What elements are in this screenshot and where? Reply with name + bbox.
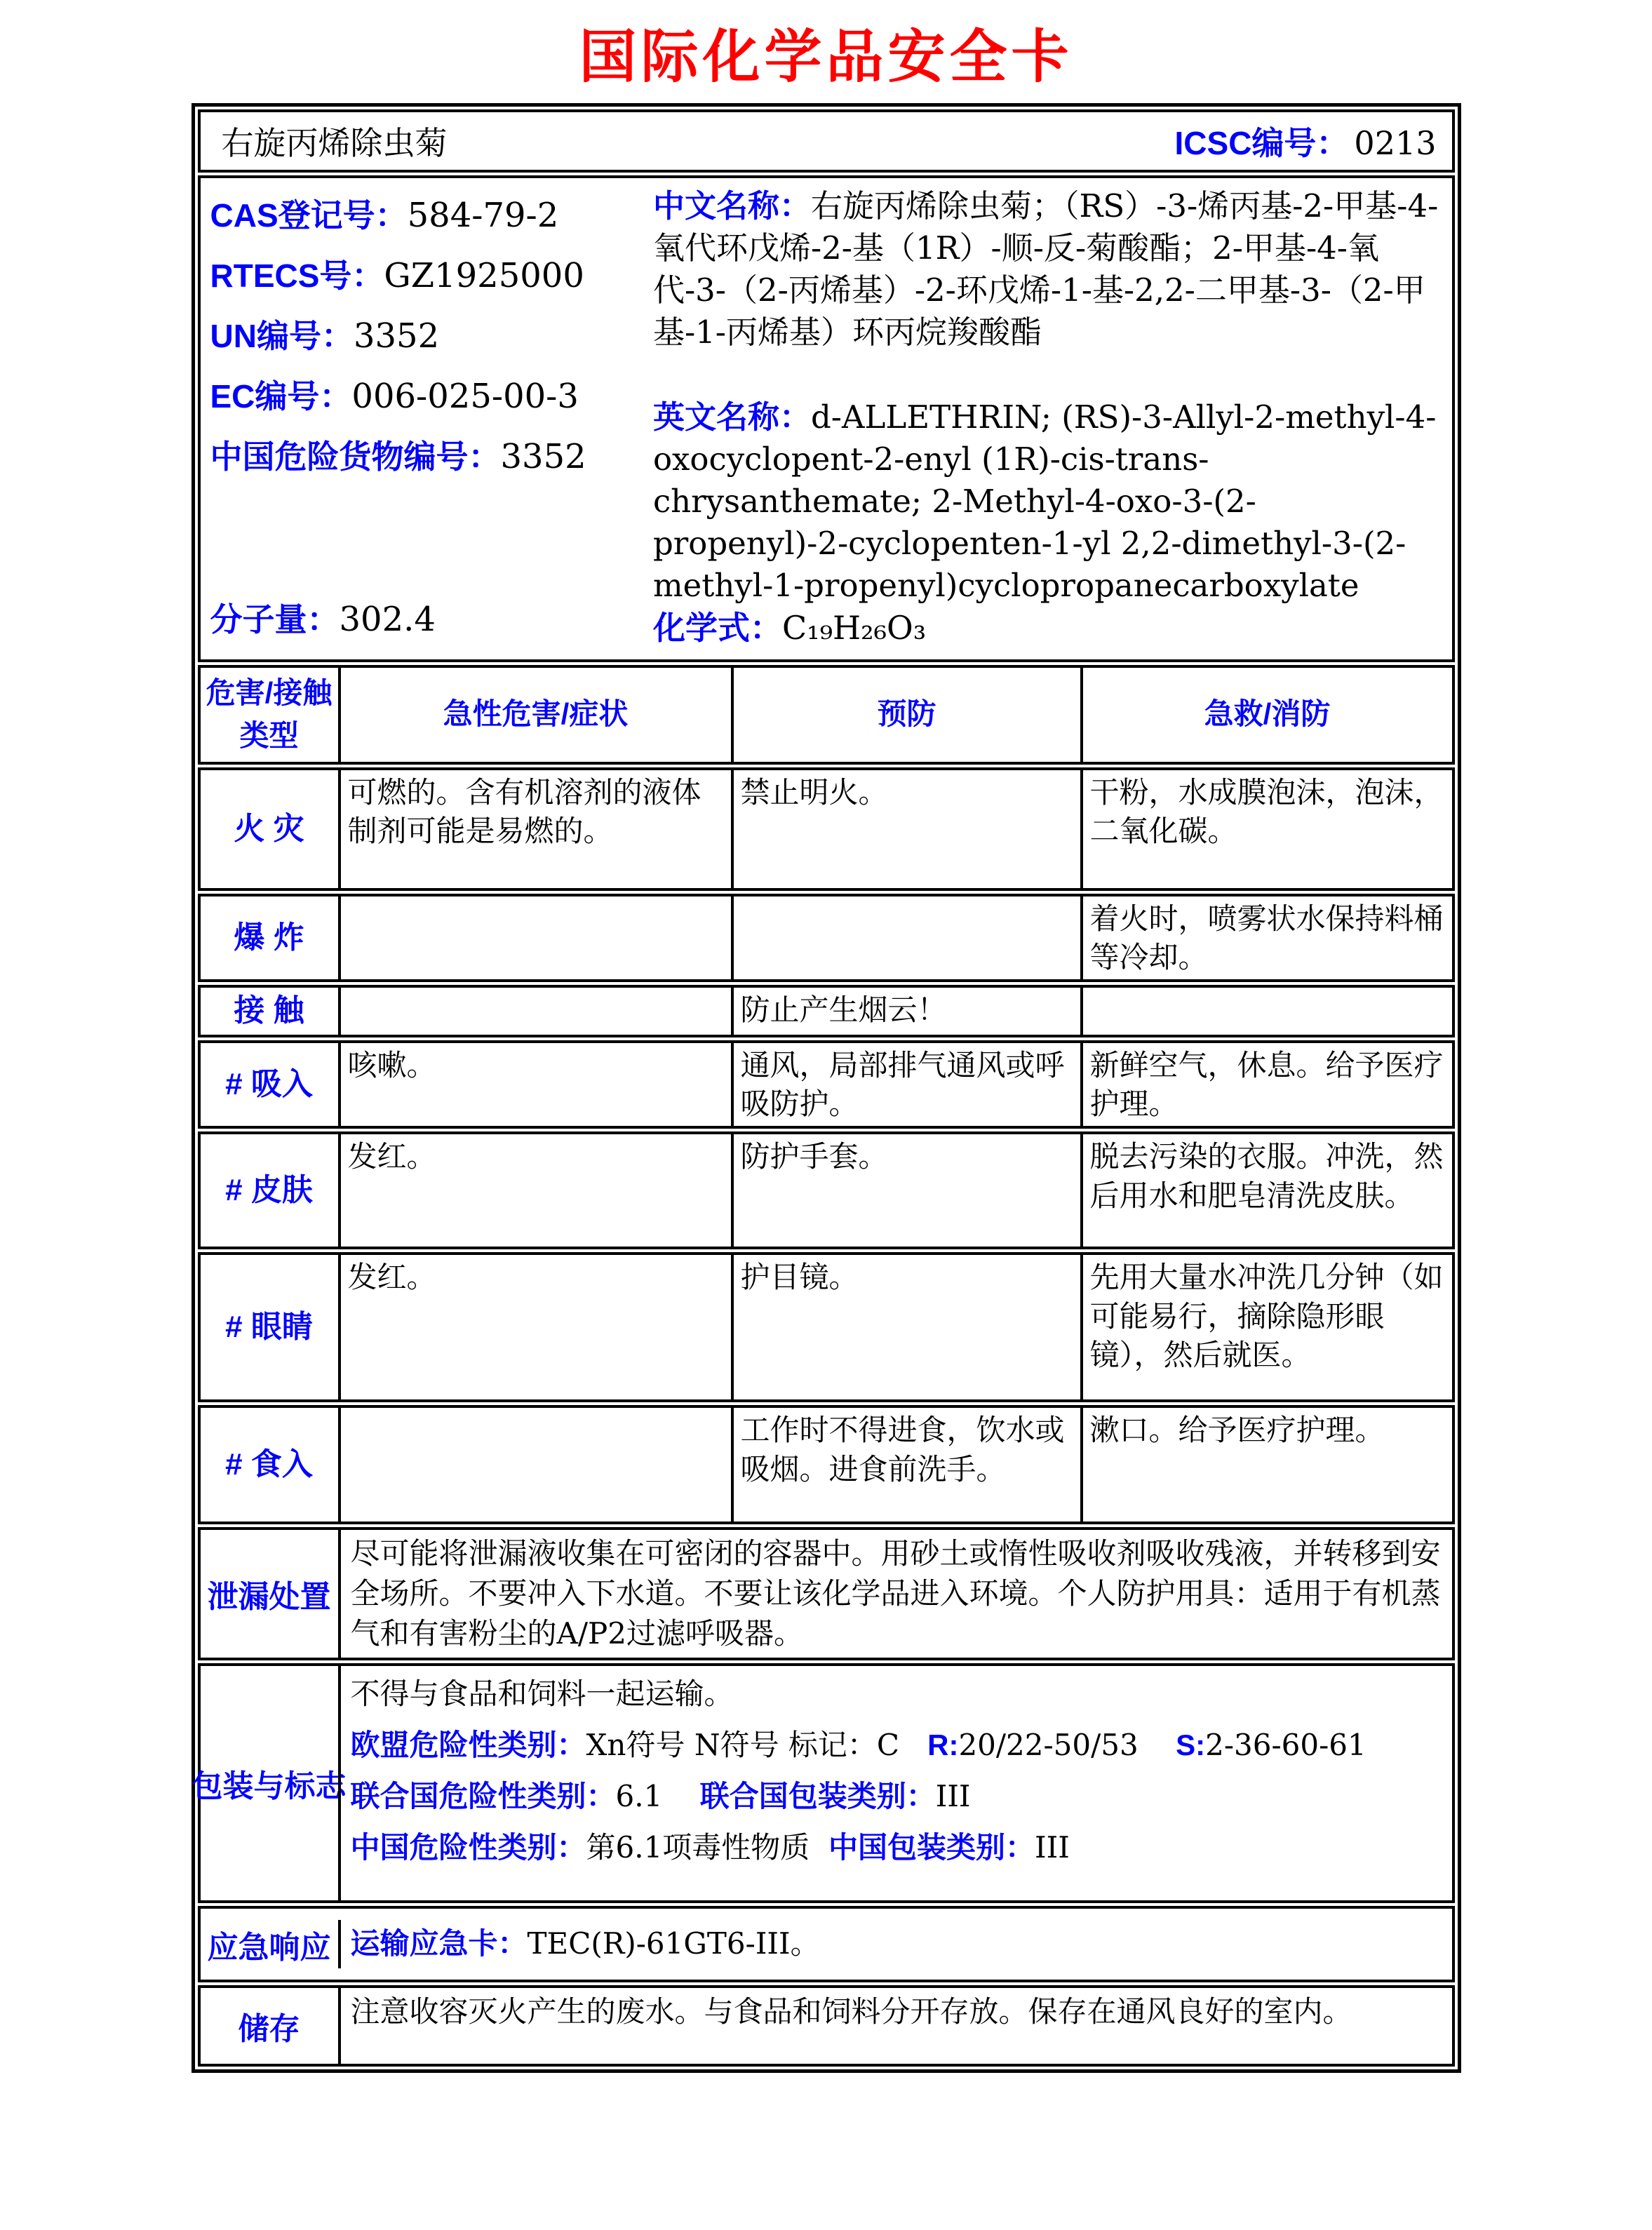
molecular-weight-value: 302.4 [339, 599, 436, 639]
cas-number-value: 584-79-2 [407, 196, 559, 235]
table-row-eyes [198, 1252, 1455, 1402]
chinese-name-value: 右旋丙烯除虫菊；（RS）-3-烯丙基-2-甲基-4-氧代环戊烯-2-基（1R）-顺-反-菊酸酯；2-甲基-4-氧代-3-（2-丙烯基）-2-环戊烯-1-基-2,2-二甲基-3-（2-甲基-1-丙烯基）环丙烷羧酸酯 [652, 187, 1439, 351]
chinese-name-label: 中文名称： [652, 188, 811, 224]
formula-label: 化学式： [652, 609, 782, 646]
icsc-number-label: ICSC编号： [1174, 125, 1349, 161]
cas-number-line [210, 185, 653, 246]
inhalation-response: 新鲜空气，休息。给予医疗护理。 [1080, 1043, 1452, 1127]
rtecs-number-value: GZ1925000 [384, 256, 584, 295]
skin-response: 脱去污染的衣服。冲洗，然后用水和肥皂清洗皮肤。 [1080, 1134, 1452, 1247]
molecular-weight-line [210, 589, 653, 650]
table-row-fire [198, 767, 1455, 891]
fire-prevention: 禁止明火。 [731, 770, 1080, 888]
storage-label: 储存 [238, 2012, 300, 2047]
eyes-prevention: 护目镜。 [731, 1255, 1080, 1399]
emergency-response-content: 运输应急卡：TEC(R)-61GT6-III。 [338, 1920, 1452, 1968]
formula-line [653, 607, 1441, 650]
skin-symptoms: 发红。 [338, 1134, 731, 1247]
row-label-ingestion: # 食入 [225, 1447, 313, 1482]
row-label-fire: 火 灾 [234, 811, 304, 846]
cas-number-label: CAS登记号： [210, 197, 408, 234]
ec-number-value: 006-025-00-3 [351, 377, 579, 416]
eyes-symptoms: 发红。 [338, 1255, 731, 1399]
packaging-transport-note: 不得与食品和饲料一起运输。 [350, 1677, 734, 1712]
table-row-contact [198, 985, 1455, 1037]
identity-names-column [653, 185, 1441, 650]
contact-symptoms [338, 988, 731, 1034]
inhalation-symptoms: 咳嗽。 [338, 1043, 731, 1127]
card-header-row [198, 109, 1455, 173]
contact-response [1080, 988, 1452, 1034]
emergency-response-label: 应急响应 [207, 1930, 331, 1965]
un-number-line [210, 306, 653, 366]
storage-row [198, 1985, 1455, 2067]
table-row-ingestion [198, 1405, 1455, 1524]
row-label-eyes: # 眼睛 [225, 1310, 313, 1345]
ec-number-line [210, 366, 653, 426]
packaging-row [192, 1663, 1455, 1903]
spill-disposal-row [198, 1527, 1455, 1660]
packaging-china-classification: 中国危险性类别：第6.1项毒性物质 中国包装类别：III [350, 1829, 1070, 1865]
icsc-card [192, 103, 1461, 2073]
rtecs-number-line [210, 246, 653, 306]
row-label-skin: # 皮肤 [225, 1173, 313, 1208]
table-row-inhalation [198, 1040, 1455, 1129]
packaging-eu-classification: 欧盟危险性类别：Xn符号 N符号 标记：C R:20/22-50/53 S:2-36-60-61 [350, 1728, 1366, 1763]
molecular-weight-label: 分子量： [210, 600, 340, 638]
explosion-prevention [731, 896, 1080, 980]
inhalation-prevention: 通风，局部排气通风或呼吸防护。 [731, 1043, 1080, 1127]
china-dg-number-line [210, 426, 653, 487]
page-title: 国际化学品安全卡 [579, 23, 1073, 90]
table-row-skin [198, 1131, 1455, 1249]
chemical-name: 右旋丙烯除虫菊 [221, 124, 448, 162]
ingestion-prevention: 工作时不得进食，饮水或吸烟。进食前洗手。 [731, 1408, 1080, 1522]
eyes-response: 先用大量水冲洗几分钟（如可能易行，摘除隐形眼镜），然后就医。 [1080, 1255, 1452, 1399]
chinese-name-block [653, 185, 1441, 353]
icsc-number [1175, 118, 1437, 164]
english-name-value: d-ALLETHRIN; (RS)-3-Allyl-2-methyl-4-oxocyclopent-2-enyl (1R)-cis-trans-chrysanthemate; 2-Methyl-4-oxo-3-(2-propenyl)-2-cyclopenten-1-yl 2,2-dimethyl-3-(2-methyl-1-propenyl)cyclopropanecarboxylate [652, 398, 1437, 604]
emergency-response-row [198, 1906, 1455, 1982]
ec-number-label: EC编号： [210, 378, 352, 415]
row-label-inhalation: # 吸入 [225, 1066, 313, 1101]
explosion-symptoms [338, 896, 731, 980]
fire-symptoms: 可燃的。含有机溶剂的液体制剂可能是易燃的。 [338, 770, 731, 888]
rtecs-number-label: RTECS号： [210, 257, 384, 294]
identity-ids-column [210, 185, 653, 650]
ingestion-response: 漱口。给予医疗护理。 [1080, 1408, 1452, 1522]
packaging-un-classification: 联合国危险性类别：6.1 联合国包装类别：III [350, 1778, 971, 1813]
icsc-number-value: 0213 [1354, 124, 1437, 162]
contact-prevention: 防止产生烟云！ [731, 988, 1080, 1034]
row-label-contact: 接 触 [234, 993, 304, 1028]
header-symptoms: 急性危害/症状 [338, 668, 731, 762]
packaging-label: 包装与标志 [192, 1769, 347, 1804]
china-dg-number-label: 中国危险货物编号： [210, 438, 501, 475]
packaging-content [338, 1666, 1452, 1900]
identity-section [198, 175, 1455, 662]
header-first-aid: 急救/消防 [1080, 668, 1452, 762]
spill-disposal-content: 尽可能将泄漏液收集在可密闭的容器中。用砂土或惰性吸收剂吸收残液，并转移到安全场所。不要冲入下水道。不要让该化学品进入环境。个人防护用具：适用于有机蒸气和有害粉尘的A/P2过滤呼吸器。 [338, 1530, 1452, 1658]
spill-disposal-label: 泄漏处置 [207, 1580, 331, 1615]
hazard-table-header [198, 665, 1455, 765]
row-label-explosion: 爆 炸 [234, 920, 304, 955]
english-name-block [653, 396, 1441, 606]
un-number-value: 3352 [353, 316, 440, 356]
fire-response: 干粉，水成膜泡沫，泡沫，二氧化碳。 [1080, 770, 1452, 888]
header-hazard-type: 危害/接触 类型 [206, 676, 333, 752]
storage-content: 注意收容灭火产生的废水。与食品和饲料分开存放。保存在通风良好的室内。 [338, 1988, 1452, 2064]
english-name-label: 英文名称： [652, 399, 811, 436]
header-prevention: 预防 [731, 668, 1080, 762]
formula-value: C₁₉H₂₆O₃ [781, 608, 927, 647]
table-row-explosion [198, 894, 1455, 983]
skin-prevention: 防护手套。 [731, 1134, 1080, 1247]
ingestion-symptoms [338, 1408, 731, 1522]
explosion-response: 着火时，喷雾状水保持料桶等冷却。 [1080, 896, 1452, 980]
china-dg-number-value: 3352 [500, 437, 586, 476]
un-number-label: UN编号： [210, 318, 354, 354]
